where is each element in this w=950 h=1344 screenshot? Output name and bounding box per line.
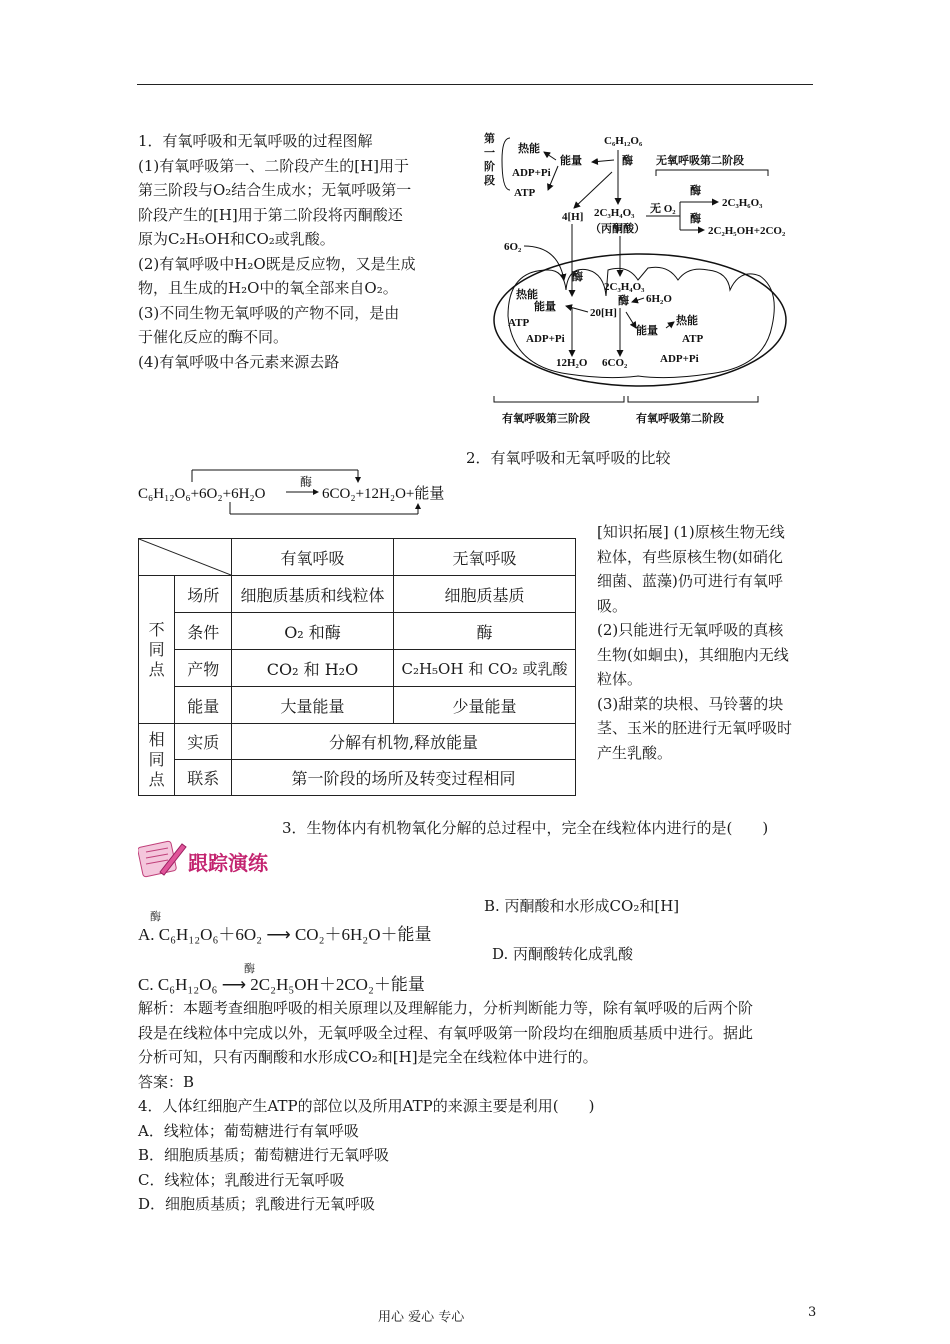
- option-a-enzyme: 酶: [150, 911, 161, 923]
- section1-line: (2)有氧呼吸中H₂O既是反应物，又是生成: [138, 254, 416, 273]
- knowledge-line: 吸。: [597, 596, 628, 615]
- practice-logo: [138, 838, 288, 888]
- pyruvate-label: 2C₃H₄O₃: [594, 207, 635, 219]
- question3-stem: 3．生物体内有机物氧化分解的总过程中，完全在线粒体内进行的是( ): [282, 819, 769, 837]
- table-row: [139, 724, 576, 760]
- adp-label-2: ADP+Pi: [526, 333, 565, 345]
- knowledge-line: 生物(如蛔虫)，其细胞内无线: [597, 645, 789, 664]
- equation-right: 6CO₂+12H₂O+能量: [322, 486, 445, 502]
- analysis-line: 段是在线粒体中完成以外，无氧呼吸全过程、有氧呼吸第一阶段均在细胞质基质中进行。据此: [138, 1023, 754, 1042]
- atp-label: ATP: [514, 187, 536, 199]
- knowledge-line: (2)只能进行无氧呼吸的真核: [597, 621, 784, 639]
- pyruvate-label-2: 2C₃H₄O₃: [604, 281, 645, 293]
- row-label: 条件: [175, 613, 232, 650]
- o2-label: 6O₂: [504, 241, 522, 253]
- ethanol-label: 2C₂H₅OH+2CO₂: [708, 225, 786, 237]
- cell: CO₂ 和 H₂O: [232, 650, 394, 687]
- question4-option: D．细胞质基质；乳酸进行无氧呼吸: [138, 1195, 376, 1213]
- section1-line: 物，且生成的H₂O中的氧全部来自O₂。: [138, 279, 398, 297]
- table-row: [139, 687, 576, 724]
- analysis-line: 分析可知，只有丙酮酸和水形成CO₂和[H]是完全在线粒体中进行的。: [138, 1048, 598, 1066]
- water6-label: 6H₂O: [646, 293, 672, 305]
- section1-line: (3)不同生物无氧呼吸的产物不同，是由: [138, 303, 400, 322]
- diff-label: 不同点: [139, 576, 175, 724]
- knowledge-line: 茎、玉米的胚进行无氧呼吸时: [597, 719, 793, 737]
- enzyme-label-4: 酶: [572, 271, 583, 283]
- header-anaerobic: 无氧呼吸: [394, 539, 576, 576]
- h4-label: 4[H]: [562, 211, 584, 223]
- cell: C₂H₅OH 和 CO₂ 或乳酸: [394, 650, 576, 687]
- same-label: 相同点: [139, 724, 175, 796]
- energy-label-3: 能量: [636, 325, 658, 337]
- question4-stem: 4．人体红细胞产生ATP的部位以及所用ATP的来源主要是利用( ): [138, 1097, 595, 1115]
- section1-line: 原为C₂H₅OH和CO₂或乳酸。: [138, 230, 335, 248]
- cell: 酶: [394, 613, 576, 650]
- question4-option: C．线粒体；乳酸进行无氧呼吸: [138, 1170, 345, 1189]
- cell: 细胞质基质: [394, 576, 576, 613]
- question4-option: A．线粒体；葡萄糖进行有氧呼吸: [138, 1121, 359, 1140]
- page-number: 3: [808, 1305, 817, 1320]
- section1-block: [138, 129, 458, 374]
- question4-option: B．细胞质基质；葡萄糖进行无氧呼吸: [138, 1146, 390, 1164]
- analysis-line: 解析：本题考查细胞呼吸的相关原理以及理解能力，分析判断能力等，除有氧呼吸的后两个阶: [138, 999, 754, 1017]
- answer: 答案：B: [138, 1072, 195, 1091]
- section1-line: 于催化反应的酶不同。: [138, 328, 289, 346]
- cell: 第一阶段的场所及转变过程相同: [232, 760, 576, 796]
- stage1-label-2: 一: [484, 147, 495, 159]
- comparison-table: [138, 538, 576, 796]
- cell: 大量能量: [232, 687, 394, 724]
- cell: 分解有机物,释放能量: [232, 724, 576, 760]
- section1-title: 1．有氧呼吸和无氧呼吸的过程图解: [138, 132, 373, 150]
- section1-line: (4)有氧呼吸中各元素来源去路: [138, 352, 340, 371]
- header-rule: [137, 84, 813, 85]
- pyruvate-name: （丙酮酸）: [590, 223, 645, 235]
- mitochondrion-outer: [494, 254, 786, 386]
- table-row: [139, 650, 576, 687]
- logo-text: 跟踪演练: [188, 851, 268, 875]
- pen-icon: [138, 838, 288, 884]
- heat-label: 热能: [518, 143, 540, 155]
- aerobic-equation: [136, 464, 476, 524]
- footer-text: 用心 爱心 专心: [378, 1310, 465, 1325]
- lactic-label: 2C₃H₆O₃: [722, 197, 763, 209]
- heat-label-3: 热能: [676, 315, 698, 327]
- option-c-enzyme: 酶: [244, 963, 255, 975]
- atp-label-3: ATP: [682, 333, 704, 345]
- equation-enzyme: 酶: [300, 475, 313, 489]
- option-a: A. C₆H₁₂O₆＋6O₂ ⟶ CO₂＋6H₂O＋能量: [138, 925, 432, 944]
- table-row: [139, 613, 576, 650]
- cell: O₂ 和酶: [232, 613, 394, 650]
- table-header-row: [139, 539, 576, 576]
- row-label: 能量: [175, 687, 232, 724]
- anaerobic2-label: 无氧呼吸第二阶段: [656, 155, 744, 167]
- adp-label-3: ADP+Pi: [660, 353, 699, 365]
- section1-line: 阶段产生的[H]用于第二阶段将丙酮酸还: [138, 205, 403, 224]
- knowledge-line: (3)甜菜的块根、马铃薯的块: [597, 694, 784, 713]
- no-o2-label: 无 O₂: [650, 203, 676, 215]
- atp-label-2: ATP: [508, 317, 530, 329]
- stage1-label-1: 第: [484, 133, 495, 145]
- knowledge-line: 细菌、蓝藻)仍可进行有氧呼: [597, 572, 783, 590]
- energy-label-2: 能量: [534, 301, 556, 313]
- section1-line: 第三阶段与O₂结合生成水；无氧呼吸第一: [138, 181, 412, 199]
- glucose-label: C₆H₁₂O₆: [604, 135, 643, 147]
- row-label: 产物: [175, 650, 232, 687]
- heat-label-2: 热能: [516, 289, 538, 301]
- section1-line: (1)有氧呼吸第一、二阶段产生的[H]用于: [138, 156, 410, 175]
- row-label: 实质: [175, 724, 232, 760]
- energy-label: 能量: [560, 155, 582, 167]
- option-d: D. 丙酮酸转化成乳酸: [492, 945, 634, 963]
- stage1-label-3: 阶: [484, 161, 495, 173]
- aerobic3-label: 有氧呼吸第三阶段: [502, 413, 590, 425]
- row-label: 场所: [175, 576, 232, 613]
- knowledge-line: 产生乳酸。: [597, 743, 673, 762]
- knowledge-line: 粒体。: [597, 670, 643, 688]
- water12-label: 12H₂O: [556, 357, 588, 369]
- enzyme-label-5: 酶: [618, 295, 629, 307]
- table-row: [139, 760, 576, 796]
- aerobic2-label: 有氧呼吸第二阶段: [636, 413, 724, 425]
- option-b: B. 丙酮酸和水形成CO₂和[H]: [484, 897, 680, 915]
- header-aerobic: 有氧呼吸: [232, 539, 394, 576]
- knowledge-line: [知识拓展] (1)原核生物无线: [597, 523, 785, 541]
- enzyme-label: 酶: [622, 155, 633, 167]
- row-label: 联系: [175, 760, 232, 796]
- stage1-brace: [502, 138, 510, 190]
- section2-title: 2．有氧呼吸和无氧呼吸的比较: [466, 449, 671, 467]
- h20-label: 20[H]: [590, 307, 617, 319]
- knowledge-extension: [597, 520, 827, 765]
- co2-label: 6CO₂: [602, 357, 628, 369]
- table-row: [139, 576, 576, 613]
- cell: 少量能量: [394, 687, 576, 724]
- stage1-label-4: 段: [484, 175, 495, 187]
- table-corner-cell: [139, 539, 232, 576]
- respiration-diagram: [468, 130, 808, 430]
- option-c: C. C₆H₁₂O₆ ⟶ 2C₂H₅OH＋2CO₂＋能量: [138, 975, 425, 994]
- enzyme-label-2: 酶: [690, 185, 701, 197]
- knowledge-line: 粒体，有些原核生物(如硝化: [597, 547, 783, 566]
- adp-label: ADP+Pi: [512, 167, 551, 179]
- enzyme-label-3: 酶: [690, 213, 701, 225]
- equation-left: C₆H₁₂O₆+6O₂+6H₂O: [138, 486, 266, 502]
- analysis-block: [138, 996, 753, 1217]
- cell: 细胞质基质和线粒体: [232, 576, 394, 613]
